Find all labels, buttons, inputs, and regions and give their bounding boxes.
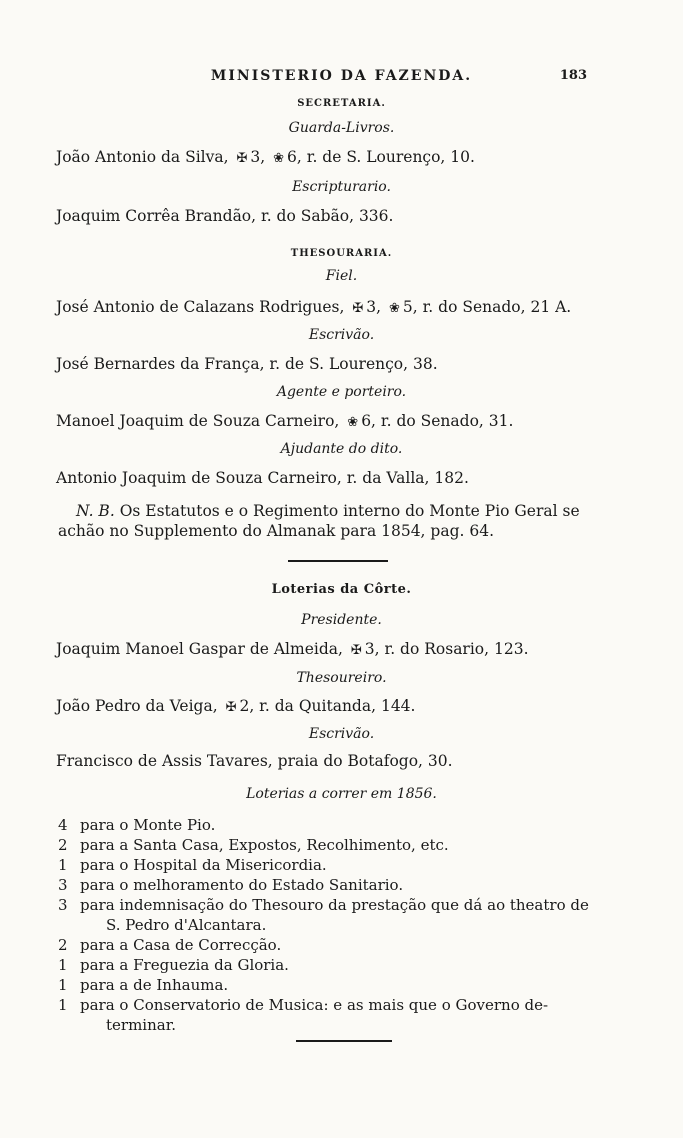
list-item: 3 para indemnisação do Thesouro da prestação que dá ao theatro de (58, 896, 589, 914)
list-item-continuation: S. Pedro d'Alcantara. (106, 916, 267, 934)
list-item: 2 para a Santa Casa, Expostos, Recolhimento, etc. (58, 836, 449, 854)
note-paragraph (58, 501, 617, 541)
entry-jose-bernardes: José Bernardes da França, r. de S. Lourenço, 38. (56, 355, 438, 373)
rose-order-icon: ❀ (347, 415, 359, 430)
rose-order-icon: ❀ (388, 301, 400, 316)
loterias-title: Loterias da Côrte. (271, 582, 412, 597)
role-ajudante: Ajudante do dito. (280, 441, 403, 457)
role-thesoureiro: Thesoureiro. (296, 670, 387, 686)
page-header: MINISTERIO DA FAZENDA. (210, 68, 473, 84)
end-divider (296, 1040, 392, 1042)
note-text: Os Estatutos e o Regimento interno do Monte Pio Geral se achão no Supplemento do Almanak para 1854, pag. 64. (58, 502, 580, 540)
entry-joao-antonio: João Antonio da Silva, ✠ 3, ❀ 6, r. de S. Lourenço, 10. (56, 148, 475, 166)
loterias-list-title: Loterias a correr em 1856. (246, 786, 437, 802)
rose-order-icon: ❀ (273, 151, 285, 166)
role-escrivao-loterias: Escrivão. (308, 726, 375, 742)
entry-francisco: Francisco de Assis Tavares, praia do Botafogo, 30. (56, 752, 453, 770)
cross-order-icon: ✠ (352, 301, 364, 316)
entry-jose-antonio: José Antonio de Calazans Rodrigues, ✠ 3, ❀ 5, r. do Senado, 21 A. (56, 298, 572, 316)
section-secretaria: SECRETARIA. (297, 98, 386, 109)
entry-joaquim-correa: Joaquim Corrêa Brandão, r. do Sabão, 336. (56, 207, 394, 225)
list-item: 1 para o Hospital da Misericordia. (58, 856, 327, 874)
list-item: 1 para a de Inhauma. (58, 976, 229, 994)
role-presidente: Presidente. (301, 612, 382, 628)
entry-antonio-joaquim: Antonio Joaquim de Souza Carneiro, r. da Valla, 182. (56, 469, 469, 487)
entry-joaquim-manoel: Joaquim Manoel Gaspar de Almeida, ✠ 3, r. do Rosario, 123. (56, 640, 529, 658)
cross-order-icon: ✠ (225, 700, 237, 715)
list-item: 2 para a Casa de Correcção. (58, 936, 282, 954)
section-tesouraria: THESOURARIA. (290, 248, 393, 259)
list-item: 4 para o Monte Pio. (58, 816, 216, 834)
list-item-continuation: terminar. (106, 1016, 176, 1034)
list-item: 1 para o Conservatorio de Musica: e as mais que o Governo de- (58, 996, 549, 1014)
role-agente-porteiro: Agente e porteiro. (276, 384, 407, 400)
loterias-list (58, 815, 621, 1035)
role-guarda-livros: Guarda-Livros. (288, 120, 395, 136)
entry-manoel-joaquim: Manoel Joaquim de Souza Carneiro, ❀ 6, r. do Senado, 31. (56, 412, 514, 430)
cross-order-icon: ✠ (350, 643, 362, 658)
role-escrivao: Escrivão. (308, 327, 375, 343)
role-fiel: Fiel. (325, 268, 358, 284)
page-number: 183 (559, 68, 587, 83)
list-item: 3 para o melhoramento do Estado Sanitario. (58, 876, 404, 894)
section-divider (288, 560, 388, 562)
list-item: 1 para a Freguezia da Gloria. (58, 956, 289, 974)
role-escripturario: Escripturario. (292, 179, 391, 195)
cross-order-icon: ✠ (236, 151, 248, 166)
entry-joao-pedro: João Pedro da Veiga, ✠ 2, r. da Quitanda, 144. (56, 697, 416, 715)
note-label: N. B. (76, 502, 115, 520)
